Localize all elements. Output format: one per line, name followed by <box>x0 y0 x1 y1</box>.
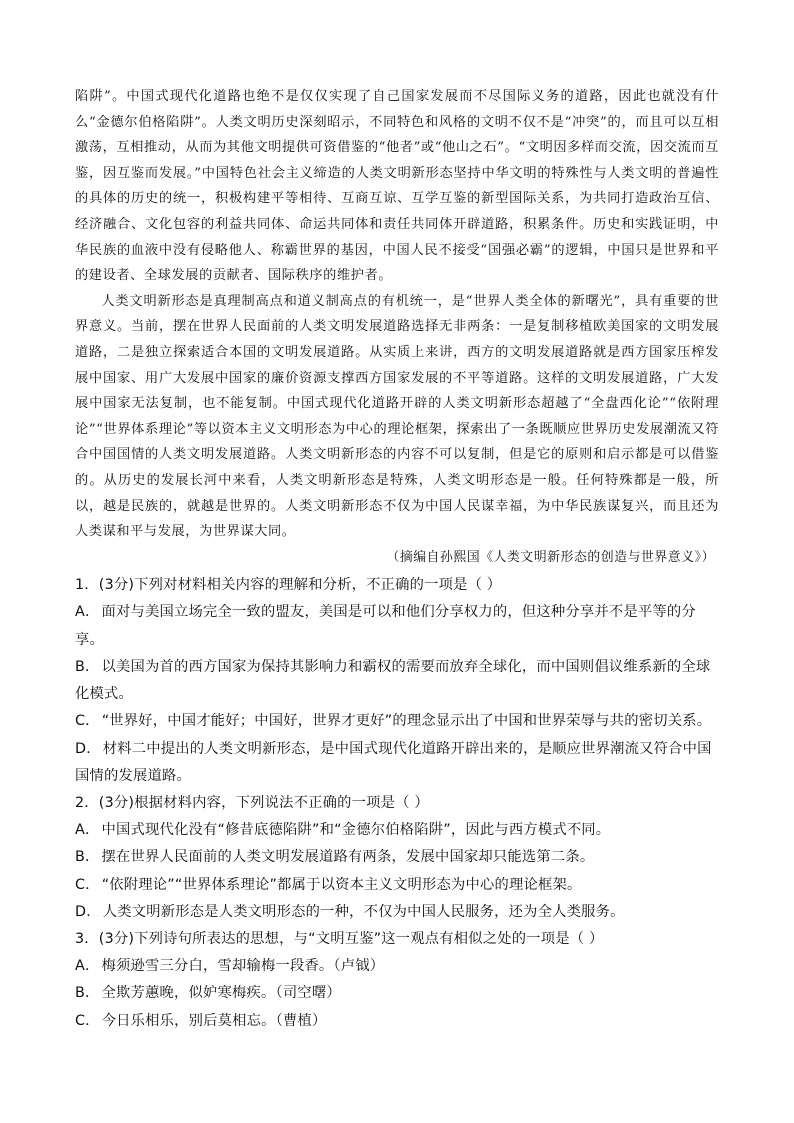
option-key: B． <box>75 658 100 675</box>
option-text: 面对与美国立场完全一致的盟友，美国是可以和他们分享权力的，但这种分享并不是平等的分享。 <box>75 604 696 648</box>
option-text: 人类文明新形态是人类文明形态的一种，不仅为中国人民服务，还为全人类服务。 <box>102 903 625 920</box>
question-list <box>75 572 719 1034</box>
option-b <box>75 654 719 708</box>
option-key: A． <box>75 604 100 621</box>
option-key: D． <box>75 740 101 757</box>
option-text: 今日乐相乐，别后莫相忘。（曹植） <box>101 1012 327 1029</box>
question-3 <box>75 926 719 1035</box>
reading-passage <box>75 84 719 570</box>
option-b <box>75 844 719 871</box>
option-c <box>75 872 719 899</box>
option-d <box>75 899 719 926</box>
passage-paragraph-2: 人类文明新形态是真理制高点和道义制高点的有机统一，是“世界人类全体的新曙光”，具有重要的世界意义。当前，摆在世界人民面前的人类文明发展道路选择无非两条：一是复制移植欧美国家的文明发展道路，二是独立探索适合本国的文明发展道路。从实质上来讲，西方的文明发展道路就是西方国家压榨发展中国家、用广大发展中国家的廉价资源支撑西方国家发展的不平等道路。这样的文明发展道路，广大发展中国家无法复制，也不能复制。中国式现代化道路开辟的人类文明新形态超越了“全盘西化论”“依附理论”“世界体系理论”等以资本主义文明形态为中心的理论框架，探索出了一条既顺应世界历史发展潮流又符合中国国情的人类文明发展道路。人类文明新形态的内容不可以复制，但是它的原则和启示都是可以借鉴的。从历史的发展长河中来看，人类文明新形态是特殊，人类文明形态是一般。任何特殊都是一般，所以，越是民族的，就越是世界的。人类文明新形态不仅为中国人民谋幸福，为中华民族谋复兴，而且还为人类谋和平与发展，为世界谋大同。 <box>75 293 719 540</box>
question-stem: 2．(3分)根据材料内容，下列说法不正确的一项是（ ） <box>75 794 429 811</box>
option-text: “依附理论”“世界体系理论”都属于以资本主义文明形态为中心的理论框架。 <box>101 876 582 893</box>
option-text: 全欺芳蕙晚，似妒寒梅疾。（司空曙） <box>101 985 341 1002</box>
option-text: 梅须逊雪三分白，雪却输梅一段香。（卢钺） <box>101 958 385 975</box>
option-key: D． <box>75 903 101 920</box>
question-2 <box>75 790 719 926</box>
question-1 <box>75 572 719 790</box>
option-key: A． <box>75 958 100 975</box>
question-stem: 1．(3分)下列对材料相关内容的理解和分析，不正确的一项是（ ） <box>75 577 502 594</box>
option-c <box>75 1008 719 1035</box>
option-b <box>75 980 719 1007</box>
question-stem: 3．(3分)下列诗句所表达的思想，与“文明互鉴”这一观点有相似之处的一项是（ ） <box>75 930 604 947</box>
option-text: 摆在世界人民面前的人类文明发展道路有两条，发展中国家却只能选第二条。 <box>101 849 595 866</box>
option-a <box>75 599 719 653</box>
passage-paragraph-1: 陷阱”。中国式现代化道路也绝不是仅仅实现了自己国家发展而不尽国际义务的道路，因此也就没有什么“金德尔伯格陷阱”。人类文明历史深刻昭示，不同特色和风格的文明不仅不是“冲突”的，而且可以互相激荡，互相推动，从而为其他文明提供可资借鉴的“他者”或“他山之石”。“文明因多样而交流，因交流而互鉴，因互鉴而发展。”中国特色社会主义缔造的人类文明新形态坚持中华文明的特殊性与人类文明的普遍性的具体的历史的统一，积极构建平等相待、互商互谅、互学互鉴的新型国际关系，为共同打造政治互信、经济融合、文化包容的利益共同体、命运共同体和责任共同体开辟道路，积累条件。历史和实践证明，中华民族的血液中没有侵略他人、称霸世界的基因，中国人民不接受“国强必霸”的逻辑，中国只是世界和平的建设者、全球发展的贡献者、国际秩序的维护者。 <box>75 89 719 284</box>
option-text: “世界好，中国才能好；中国好，世界才更好”的理念显示出了中国和世界荣辱与共的密切关系。 <box>101 713 712 730</box>
option-c <box>75 708 719 735</box>
option-key: C． <box>75 713 100 730</box>
option-key: A． <box>75 822 100 839</box>
option-a <box>75 817 719 844</box>
option-a <box>75 953 719 980</box>
option-key: C． <box>75 876 100 893</box>
option-d <box>75 736 719 790</box>
option-key: C． <box>75 1012 100 1029</box>
option-key: B． <box>75 849 100 866</box>
option-key: B． <box>75 985 100 1002</box>
passage-source: （摘编自孙熙国《人类文明新形态的创造与世界意义》） <box>386 549 715 565</box>
option-text: 材料二中提出的人类文明新形态，是中国式现代化道路开辟出来的，是顺应世界潮流又符合中国国情的发展道路。 <box>75 740 712 784</box>
option-text: 以美国为首的西方国家为保持其影响力和霸权的需要而放弃全球化，而中国则倡议维系新的全球化模式。 <box>75 658 711 703</box>
option-text: 中国式现代化没有“修昔底德陷阱”和“金德尔伯格陷阱”，因此与西方模式不同。 <box>101 822 611 839</box>
